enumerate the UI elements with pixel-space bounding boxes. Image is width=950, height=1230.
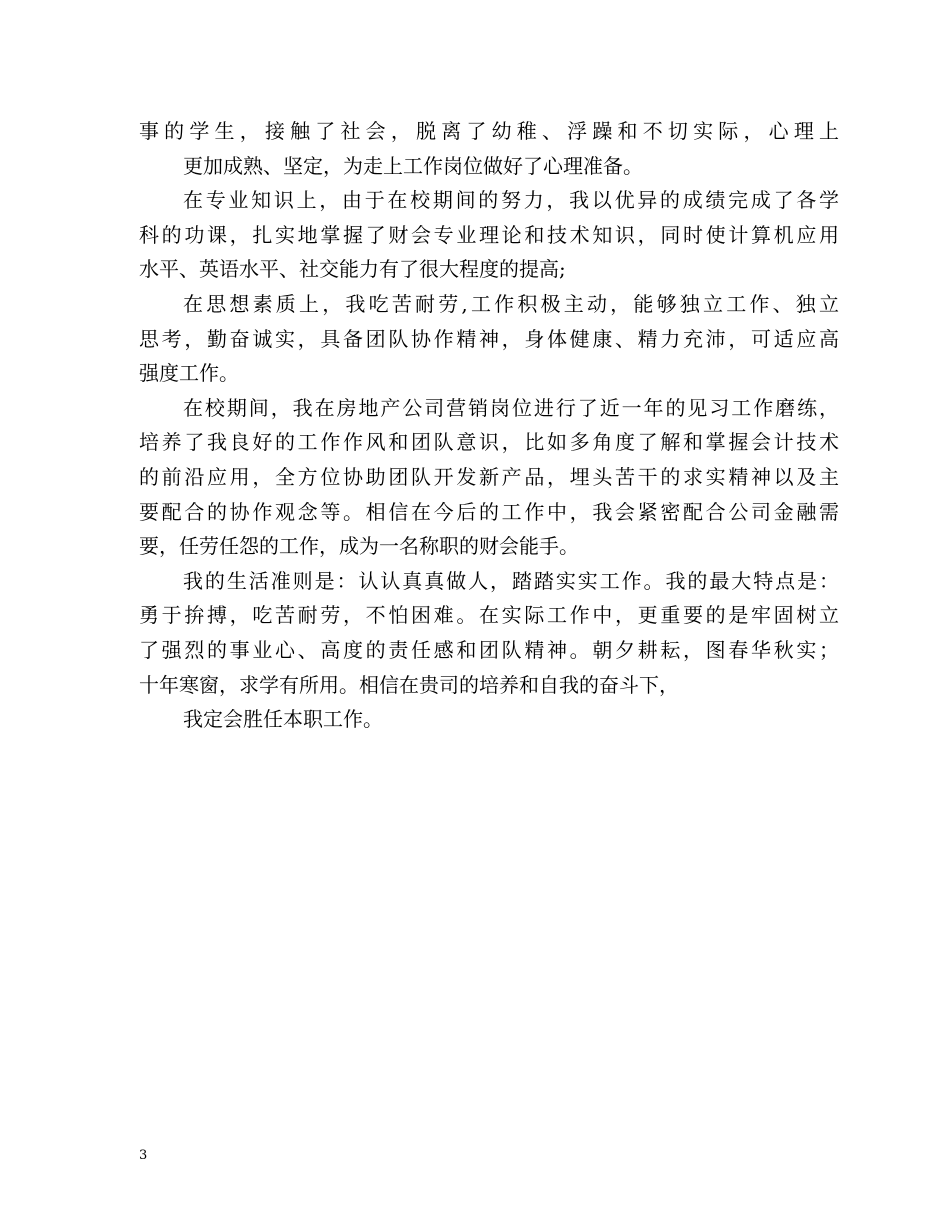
text-line: 我定会胜任本职工作。 [183,707,383,732]
text-line: 要配合的协作观念等。相信在今后的工作中，我会紧密配合公司金融需 [139,499,839,524]
page-number: 3 [139,1148,148,1163]
text-line: 水平、英语水平、社交能力有了很大程度的提高; [139,257,566,282]
text-line: 了强烈的事业心、高度的责任感和团队精神。朝夕耕耘，图春华秋实； [139,637,839,662]
text-line: 在专业知识上，由于在校期间的努力，我以优异的成绩完成了各学 [183,188,839,213]
text-line: 要，任劳任怨的工作，成为一名称职的财会能手。 [139,534,579,559]
text-line: 更加成熟、坚定，为走上工作岗位做好了心理准备。 [183,153,643,178]
text-line: 我的生活准则是：认认真真做人，踏踏实实工作。我的最大特点是： [183,568,839,593]
text-line: 事的学生，接触了社会，脱离了幼稚、浮躁和不切实际，心理上 [139,119,839,143]
text-line: 强度工作。 [139,361,239,386]
text-line: 在校期间，我在房地产公司营销岗位进行了近一年的见习工作磨练， [183,395,839,420]
text-line: 的前沿应用，全方位协助团队开发新产品，埋头苦干的求实精神以及主 [139,464,839,489]
text-line: 科的功课，扎实地掌握了财会专业理论和技术知识，同时使计算机应用 [139,222,839,247]
text-line: 思考，勤奋诚实，具备团队协作精神，身体健康、精力充沛，可适应高 [139,326,839,351]
text-line: 培养了我良好的工作作风和团队意识，比如多角度了解和掌握会计技术 [139,430,839,455]
text-line: 在思想素质上，我吃苦耐劳,工作积极主动，能够独立工作、独立 [183,291,839,316]
text-line: 十年寒窗，求学有所用。相信在贵司的培养和自我的奋斗下， [139,672,679,697]
text-line: 勇于拚搏，吃苦耐劳，不怕困难。在实际工作中，更重要的是牢固树立 [139,603,839,628]
document-body [139,114,839,737]
